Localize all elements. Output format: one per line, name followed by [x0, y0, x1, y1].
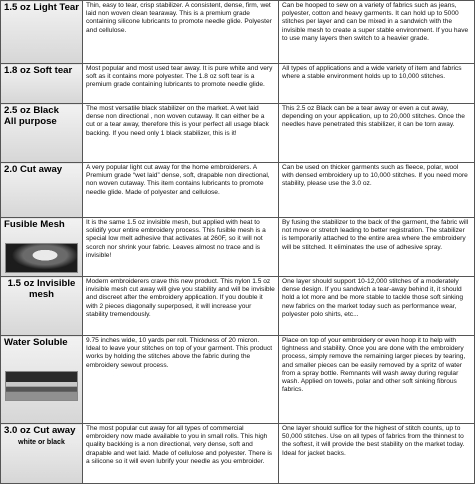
- product-subname: white or black: [18, 439, 65, 446]
- product-usage: By fusing the stabilizer to the back of the garment, the fabric will not move or stretch leading to better registration. The stabilizer is temporarily attached to the entire area where the embroidery will be stitched. It eliminates the use of adhesive spray.: [279, 218, 475, 277]
- table-row: [1, 64, 475, 104]
- table-row: [1, 218, 475, 277]
- product-name: Water Soluble: [4, 337, 68, 348]
- product-name: 2.0 Cut away: [4, 164, 63, 175]
- product-usage: This 2.5 oz Black can be a tear away or even a cut away, depending on your application, up to 20,000 stitches. Once the needles have penetrated this stabilizer, it can be torn away.: [279, 104, 475, 163]
- table-row: [1, 1, 475, 64]
- product-usage: Can be used on thicker garments such as fleece, polar, wool with densed embroidery up to 10,000 stitches. If you need more stability, please use the 3.0 oz.: [279, 163, 475, 218]
- product-name: 2.5 oz Black: [4, 105, 59, 116]
- product-usage: All types of applications and a wide variety of item and fabrics where a stable environment holds up to 10,000 stitches.: [279, 64, 475, 104]
- product-name-cell: [1, 336, 83, 424]
- table-row: [1, 163, 475, 218]
- product-name: 1.8 oz Soft tear: [4, 65, 73, 76]
- product-usage: Place on top of your embroidery or even hoop it to help with tightness and stability. Once you are done with the embroidery process, simply remove the remaining larger pieces by tearing, and smaller pieces can be easily removed by a spritz of water from a spray bottle. Remnants will wash away during regular wash. Applied on towels, polar and other soft sinking fibrous fabrics.: [279, 336, 475, 424]
- product-description: Thin, easy to tear, crisp stabilizer. A consistent, dense, firm, wet laid non woven clean tearaway. This is a premium grade containing silicone lubricants to promote needle glide. Polyester and cellulose.: [83, 1, 279, 64]
- product-name: 1.5 oz Invisible mesh: [7, 278, 76, 300]
- product-usage: Can be hooped to sew on a variety of fabrics such as jeans, polyester, cotton and heavy garments. It can hold up to 5000 stitches per layer and can be mixed in a sandwich with the invisible mesh to create a super stable environment. If you have to use many layers then switch to a heavier grade.: [279, 1, 475, 64]
- product-subname: All purpose: [4, 116, 57, 127]
- product-name-cell: [1, 277, 83, 336]
- table-row: [1, 104, 475, 163]
- product-description: It is the same 1.5 oz invisible mesh, but applied with heat to solidify your entire embroidery process. This fusible mesh is a special low melt adhesive that activates at 260F, so it will not scorch nor shrink your fabric. Leaves almost no trace and is invisible!: [83, 218, 279, 277]
- product-description: The most versatile black stabilizer on the market. A wet laid dense non directional , non woven cutaway. It can either be a cut or a tear away, therefore this is your perfect all usage black backing. If you need only 1 black stabilizer, this is it!: [83, 104, 279, 163]
- product-name-cell: [1, 218, 83, 277]
- product-description: A very popular light cut away for the home embroiderers. A Premium grade “wet laid” dense, soft, drapable non directional, non woven cutaway. This item contains lubricants to promote needle glide. Made of polyester and cellulose.: [83, 163, 279, 218]
- table-row: [1, 424, 475, 484]
- product-description: The most popular cut away for all types of commercial embroidery now made available to you in small rolls. This high quality backking is a non directional, very dense, soft and drapable and wet laid. Made of cellulose and polyester. There is a silicone so it will even lubrify your needle as you embroider.: [83, 424, 279, 484]
- product-usage: One layer should suffice for the highest of stitch counts, up to 50,000 stitches. Use on all types of fabrics from the thinnest to the softest, it will provide the best stability on the market today. Ideal for jacket backs.: [279, 424, 475, 484]
- product-name-cell: [1, 104, 83, 163]
- product-name-cell: [1, 64, 83, 104]
- product-name-cell: [1, 424, 83, 484]
- fusible-mesh-photo: [5, 243, 78, 273]
- product-name: 1.5 oz Light Tear: [4, 2, 79, 13]
- table-row: [1, 336, 475, 424]
- product-name: 3.0 oz Cut away: [4, 425, 76, 436]
- table-row: [1, 277, 475, 336]
- product-description: Modern embroiderers crave this new product. This nylon 1.5 oz invisible mesh cut away will give you stability and will be invisible and discreet after the embroidery application. If you double it with 2 pieces diagonally superposed, it will increase your stability tremendously.: [83, 277, 279, 336]
- product-name-cell: [1, 163, 83, 218]
- product-description: Most popular and most used tear away. It is pure white and very soft as it contains more polyester. The 1.8 oz soft tear is a premium grade containing lubricants to promote needle glide.: [83, 64, 279, 104]
- product-name-cell: [1, 1, 83, 64]
- embroidery-machine-photo: [5, 371, 78, 401]
- product-name: Fusible Mesh: [4, 219, 65, 230]
- product-usage: One layer should support 10-12,000 stitches of a moderately dense design. If you sandwich a tear-away behind it, it should hold a lot more and be more stable to tackle those soft sinking new fabrics on the market today such as performance wear, polyester polo shirts, etc...: [279, 277, 475, 336]
- product-description: 9.75 inches wide, 10 yards per roll. Thickness of 20 micron. Ideal to leave your stitches on top of your garment. This product works by holding the stitches above the fabric during the embroidery sewout process.: [83, 336, 279, 424]
